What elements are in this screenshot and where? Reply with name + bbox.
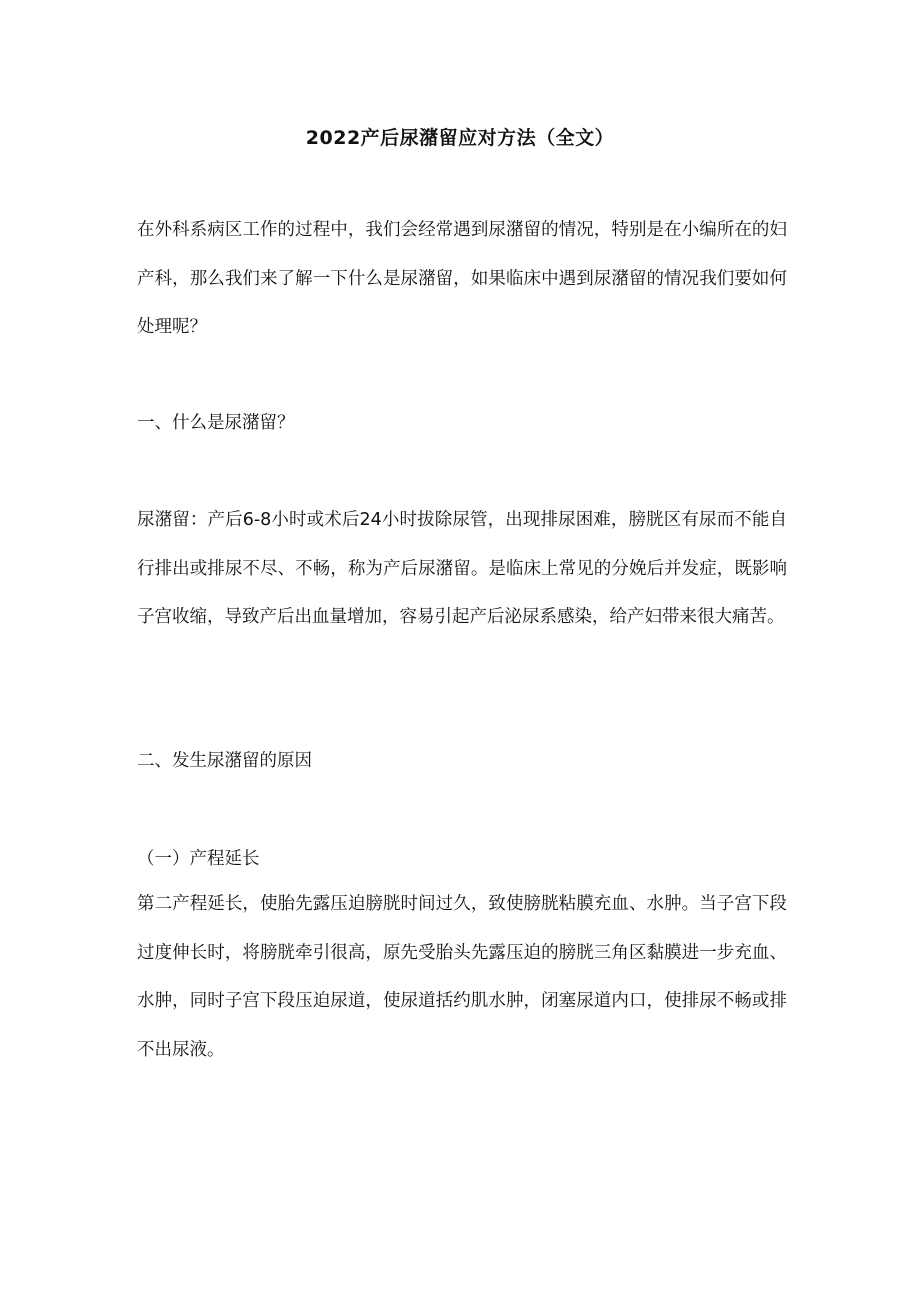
section-1-heading: 一、什么是尿潴留？ bbox=[137, 413, 295, 433]
subsection-1-heading: （一）产程延长 bbox=[137, 849, 260, 869]
document-title: 2022产后尿潴留应对方法（全文） bbox=[305, 127, 615, 149]
subsection-1-paragraph: 第二产程延长，使胎先露压迫膀胱时间过久，致使膀胱粘膜充血、水肿。当子宫下段过度伸长时，将膀胱牵引很高，原先受胎头先露压迫的膀胱三角区黏膜进一步充血、水肿，同时子宫下段压迫尿道，使尿道括约肌水肿，闭塞尿道内口，使排尿不畅或排不出尿液。 bbox=[137, 894, 787, 1060]
intro-paragraph: 在外科系病区工作的过程中，我们会经常遇到尿潴留的情况，特别是在小编所在的妇产科，那么我们来了解一下什么是尿潴留，如果临床中遇到尿潴留的情况我们要如何处理呢？ bbox=[137, 220, 787, 337]
section-2-heading: 二、发生尿潴留的原因 bbox=[137, 751, 312, 771]
section-1-paragraph: 尿潴留：产后6-8小时或术后24小时拔除尿管，出现排尿困难，膀胱区有尿而不能自行排出或排尿不尽、不畅，称为产后尿潴留。是临床上常见的分娩后并发症，既影响子宫收缩，导致产后出血量增加，容易引起产后泌尿系感染，给产妇带来很大痛苦。 bbox=[137, 510, 787, 627]
